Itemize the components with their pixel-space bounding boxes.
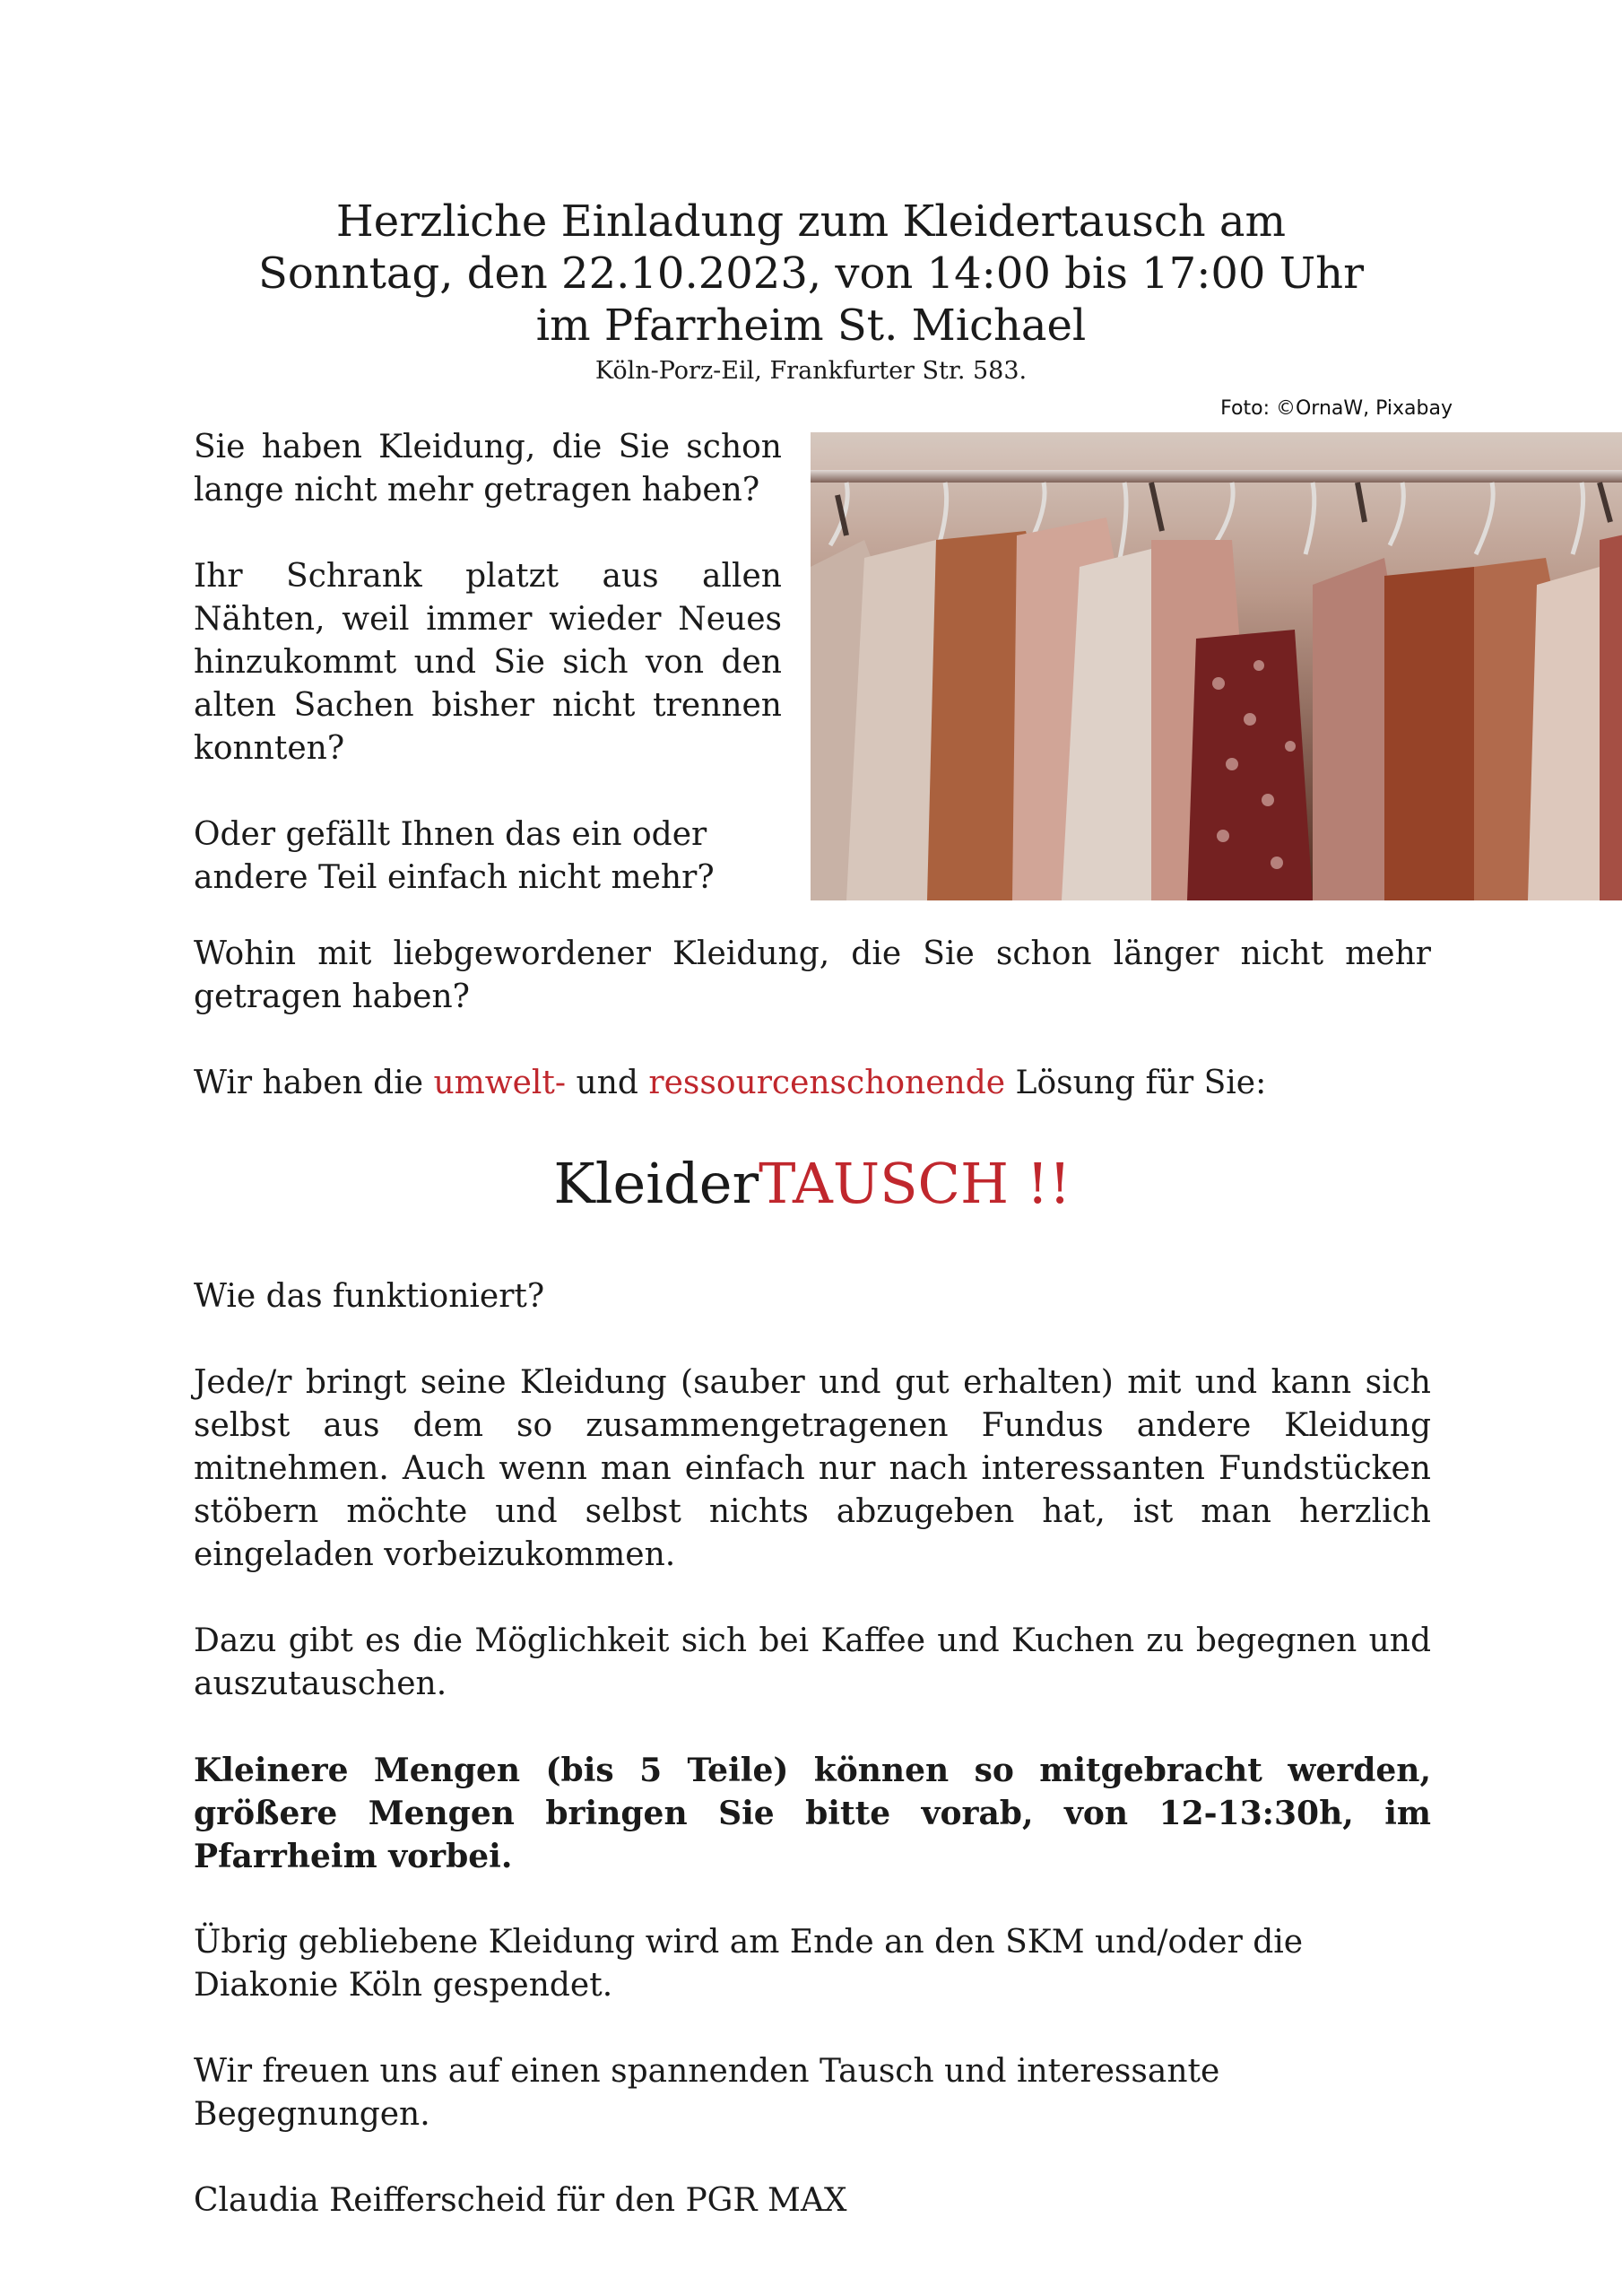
quantities-paragraph: Kleinere Mengen (bis 5 Teile) können so mitgebracht werden, größere Mengen bringen Sie bitte vorab, von 12-13:30h, im Pfarrheim vorbei. [194, 1752, 1431, 1875]
invitation-header [0, 196, 1622, 389]
venue-address: Köln-Porz-Eil, Frankfurter Str. 583. [594, 357, 1028, 385]
intro-text [194, 426, 782, 943]
how-it-works-question: Wie das funktioniert? [194, 1278, 545, 1315]
solution-paragraph [194, 1062, 1431, 1105]
kleidertausch-headline [194, 1148, 1431, 1220]
title-line-3-venue: im Pfarrheim St. Michael [535, 300, 1087, 351]
title-line-2-date: Sonntag, den 22.10.2023, von 14:00 bis 17:00 Uhr [257, 248, 1365, 299]
highlight-umwelt: umwelt- [433, 1065, 567, 1101]
intro-paragraph-1: Sie haben Kleidung, die Sie schon lange nicht mehr getragen haben? [194, 429, 782, 509]
clothes-rack-illustration [811, 432, 1622, 900]
headline-tausch: TAUSCH !! [759, 1151, 1071, 1216]
intro-paragraph-3: Oder gefällt Ihnen das ein oder andere Teil einfach nicht mehr? [194, 816, 715, 896]
question-paragraph: Wohin mit liebgewordener Kleidung, die Sie schon länger nicht mehr getragen haben? [194, 935, 1431, 1015]
headline-kleider: Kleider [553, 1151, 759, 1216]
highlight-ressourcenschonende: ressourcenschonende [648, 1065, 1006, 1101]
how-it-works-paragraph: Jede/r bringt seine Kleidung (sauber und gut erhalten) mit und kann sich selbst aus dem so zusammengetragenen Fundus andere Kleidung mitnehmen. Auch wenn man einfach nur nach interessanten Fundstücken stöbern möchte und selbst nichts abzugeben hat, ist man herzlich eingeladen vorbeizukommen. [194, 1364, 1431, 1573]
solution-text-a: Wir haben die [194, 1065, 434, 1101]
solution-text-c: Lösung für Sie: [1005, 1065, 1267, 1101]
photo-credit: Foto: ©OrnaW, Pixabay [1220, 397, 1453, 420]
clothes-rack-photo [811, 432, 1622, 900]
coffee-cake-paragraph: Dazu gibt es die Möglichkeit sich bei Kaffee und Kuchen zu begegnen und auszutauschen. [194, 1622, 1431, 1702]
main-text [194, 933, 1431, 2266]
signature: Claudia Reifferscheid für den PGR MAX [194, 2182, 847, 2219]
title-line-1: Herzliche Einladung zum Kleidertausch am [335, 196, 1287, 247]
closing-paragraph: Wir freuen uns auf einen spannenden Tausch und interessante Begegnungen. [194, 2053, 1220, 2133]
intro-paragraph-2: Ihr Schrank platzt aus allen Nähten, weil immer wieder Neues hinzukommt und Sie sich von den alten Sachen bisher nicht trennen konnten? [194, 558, 782, 767]
donation-paragraph: Übrig gebliebene Kleidung wird am Ende an den SKM und/oder die Diakonie Köln gespendet. [194, 1924, 1304, 2004]
solution-text-b: und [566, 1065, 649, 1101]
